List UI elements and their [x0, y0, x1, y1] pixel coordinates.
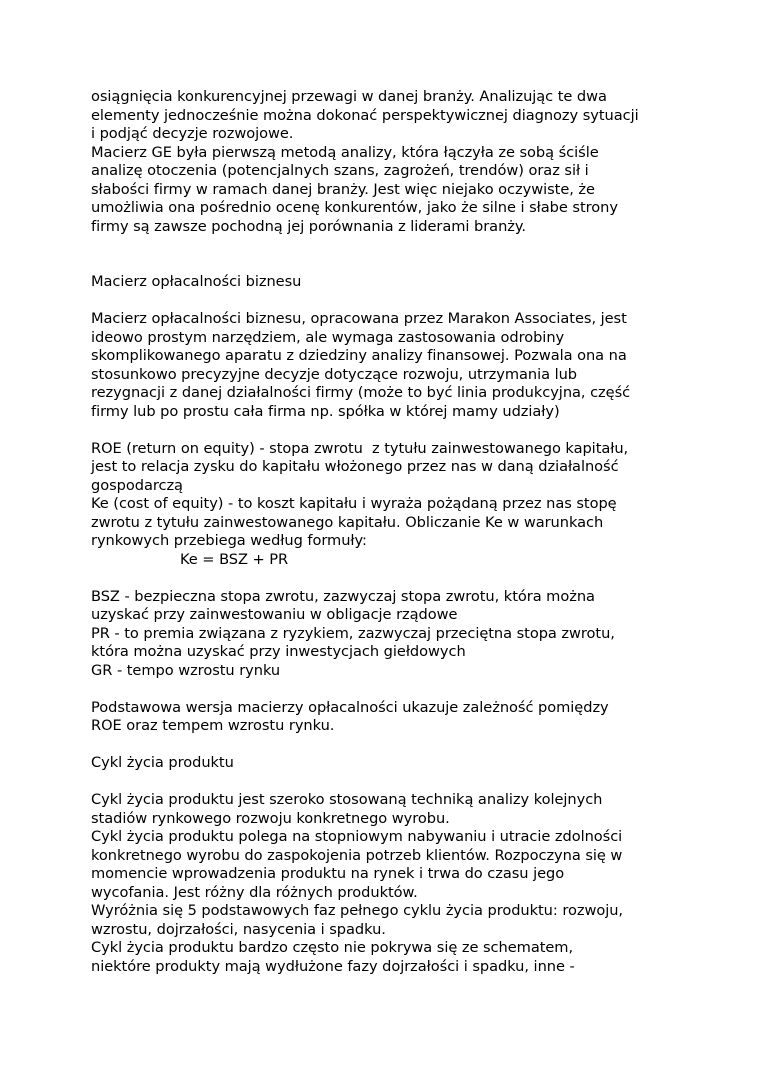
text-line: PR - to premia związana z ryzykiem, zazwyczaj przeciętna stopa zwrotu, [91, 624, 615, 642]
spacer [91, 773, 691, 792]
text-line: umożliwia ona pośrednio ocenę konkurentów, jako że silne i słabe strony [91, 199, 618, 216]
text-line: rezygnacji z danej działalności firmy (może to być linia produkcyjna, część [91, 384, 631, 401]
paragraph-product-life-cycle [91, 791, 691, 976]
text-line: która można uzyskać przy inwestycjach giełdowych [91, 643, 466, 660]
text-line: Ke (cost of equity) - to koszt kapitału i wyraża pożądaną przez nas stopę [91, 495, 617, 512]
paragraph-ge-matrix [91, 88, 691, 236]
text-line: Cykl życia produktu polega na stopniowym nabywaniu i utracie zdolności [91, 828, 623, 845]
text-line: stadiów rynkowego rozwoju konkretnego wyrobu. [91, 809, 450, 827]
text-line: stosunkowo precyzyjne decyzje dotyczące rozwoju, utrzymania lub [91, 365, 578, 383]
text-line: firmy są zawsze pochodną jej porównania z liderami branży. [91, 217, 526, 235]
text-line: firmy lub po prostu cała firma np. spółka w której mamy udziały) [91, 402, 560, 420]
text-line: ROE (return on equity) - stopa zwrotu z tytułu zainwestowanego kapitału, [91, 439, 629, 457]
text-line: konkretnego wyrobu do zaspokojenia potrzeb klientów. Rozpoczyna się w [91, 846, 623, 864]
text-line: Podstawowa wersja macierzy opłacalności ukazuje zależność pomiędzy [91, 698, 609, 716]
text-line: jest to relacja zysku do kapitału włożonego przez nas w daną działalność [91, 458, 619, 475]
formula-ke: Ke = BSZ + PR [180, 550, 289, 568]
text-line: zwrotu z tytułu zainwestowanego kapitału. Obliczanie Ke w warunkach [91, 513, 604, 531]
text-line: osiągnięcia konkurencyjnej przewagi w danej branży. Analizując te dwa [91, 88, 607, 105]
text-line: niektóre produkty mają wydłużone fazy dojrzałości i spadku, inne - [91, 957, 575, 975]
paragraph-definitions [91, 588, 691, 681]
text-line: Macierz opłacalności biznesu, opracowana przez Marakon Associates, jest [91, 310, 627, 327]
spacer [91, 569, 691, 588]
text-line: wycofania. Jest różny dla różnych produktów. [91, 883, 418, 901]
paragraph-basic-version [91, 699, 691, 736]
text-line: wzrostu, dojrzałości, nasycenia i spadku. [91, 920, 386, 938]
text-line: słabości firmy w ramach danej branży. Jest więc niejako oczywiste, że [91, 180, 595, 198]
text-line: analizę otoczenia (potencjalnych szans, zagrożeń, trendów) oraz sił i [91, 162, 589, 179]
spacer [91, 292, 691, 311]
text-line: i podjąć decyzje rozwojowe. [91, 125, 294, 142]
text-line: ideowo prostym narzędziem, ale wymaga zastosowania odrobiny [91, 328, 565, 346]
text-line: BSZ - bezpieczna stopa zwrotu, zazwyczaj stopa zwrotu, która można [91, 587, 595, 605]
paragraph-roe-ke [91, 440, 691, 570]
spacer [91, 736, 691, 755]
text-line: Wyróżnia się 5 podstawowych faz pełnego cyklu życia produktu: rozwoju, [91, 902, 624, 919]
spacer [91, 421, 691, 440]
section-heading-profitability-matrix: Macierz opłacalności biznesu [91, 273, 302, 290]
paragraph-profitability-matrix [91, 310, 691, 421]
spacer [91, 680, 691, 699]
document-body [91, 88, 691, 976]
text-line: ROE oraz tempem wzrostu rynku. [91, 717, 335, 734]
text-line: uzyskać przy zainwestowaniu w obligacje rządowe [91, 606, 458, 623]
text-line: Cykl życia produktu bardzo często nie pokrywa się ze schematem, [91, 939, 574, 956]
spacer [91, 236, 691, 273]
text-line: elementy jednocześnie można dokonać perspektywicznej diagnozy sytuacji [91, 106, 639, 124]
text-line: gospodarczą [91, 476, 183, 494]
text-line: Macierz GE była pierwszą metodą analizy, która łączyła ze sobą ściśle [91, 143, 599, 161]
section-heading-product-life-cycle: Cykl życia produktu [91, 754, 234, 771]
text-line: momencie wprowadzenia produktu na rynek i trwa do czasu jego [91, 865, 565, 882]
text-line: Cykl życia produktu jest szeroko stosowaną techniką analizy kolejnych [91, 791, 603, 808]
text-line: GR - tempo wzrostu rynku [91, 661, 281, 679]
text-line: rynkowych przebiega według formuły: [91, 532, 367, 549]
text-line: skomplikowanego aparatu z dziedziny analizy finansowej. Pozwala ona na [91, 347, 627, 364]
